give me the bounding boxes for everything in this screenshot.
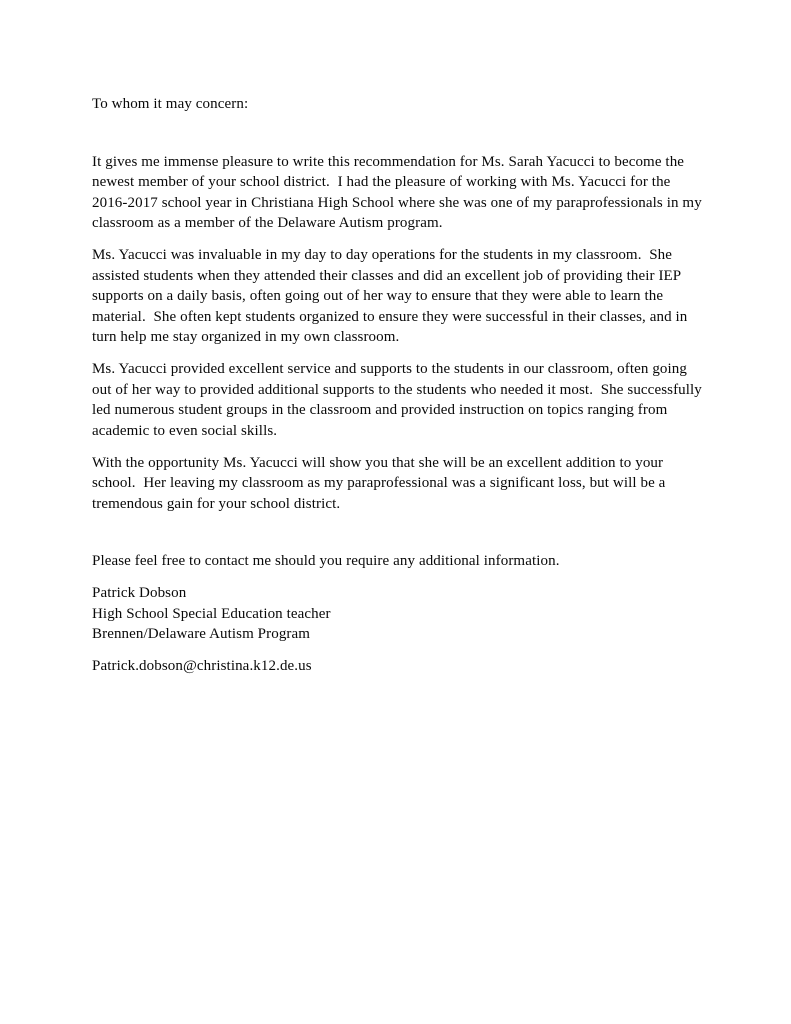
letter-paragraph-1: It gives me immense pleasure to write this recommendation for Ms. Sarah Yacucci to become the newest member of your school district. I had the pleasure of working with Ms. Yacucci for the 2016-2017 school year in Christiana High School where she was one of my paraprofessionals in my classroom as a member of the Delaware Autism program. — [92, 153, 706, 231]
letter-paragraph-3: Ms. Yacucci provided excellent service and supports to the students in our classroom, often going out of her way to provided additional supports to the students who needed it most. She successfully led numerous student groups in the classroom and provided instruction on topics ranging from academic to even social skills. — [92, 361, 706, 439]
salutation: To whom it may concern: — [92, 96, 249, 112]
closing-line: Please feel free to contact me should you require any additional information. — [92, 553, 560, 569]
signature-title: High School Special Education teacher — [92, 605, 331, 622]
signature-block — [92, 583, 706, 645]
letter-paragraph-2: Ms. Yacucci was invaluable in my day to day operations for the students in my classroom. She assisted students when they attended their classes and did an excellent job of providing their IEP supports on a daily basis, often going out of her way to ensure that they were able to learn the material. She often kept students organized to ensure they were successful in their classes, and in turn help me stay organized in my own classroom. — [92, 247, 692, 345]
signature-program: Brennen/Delaware Autism Program — [92, 626, 311, 642]
letter-paragraph-4: With the opportunity Ms. Yacucci will show you that she will be an excellent addition to your school. Her leaving my classroom as my paraprofessional was a significant loss, but will be a tremendous gain for your school district. — [92, 454, 670, 512]
signature-name: Patrick Dobson — [92, 585, 187, 601]
signature-email: Patrick.dobson@christina.k12.de.us — [92, 658, 312, 674]
letter-content — [92, 94, 706, 677]
